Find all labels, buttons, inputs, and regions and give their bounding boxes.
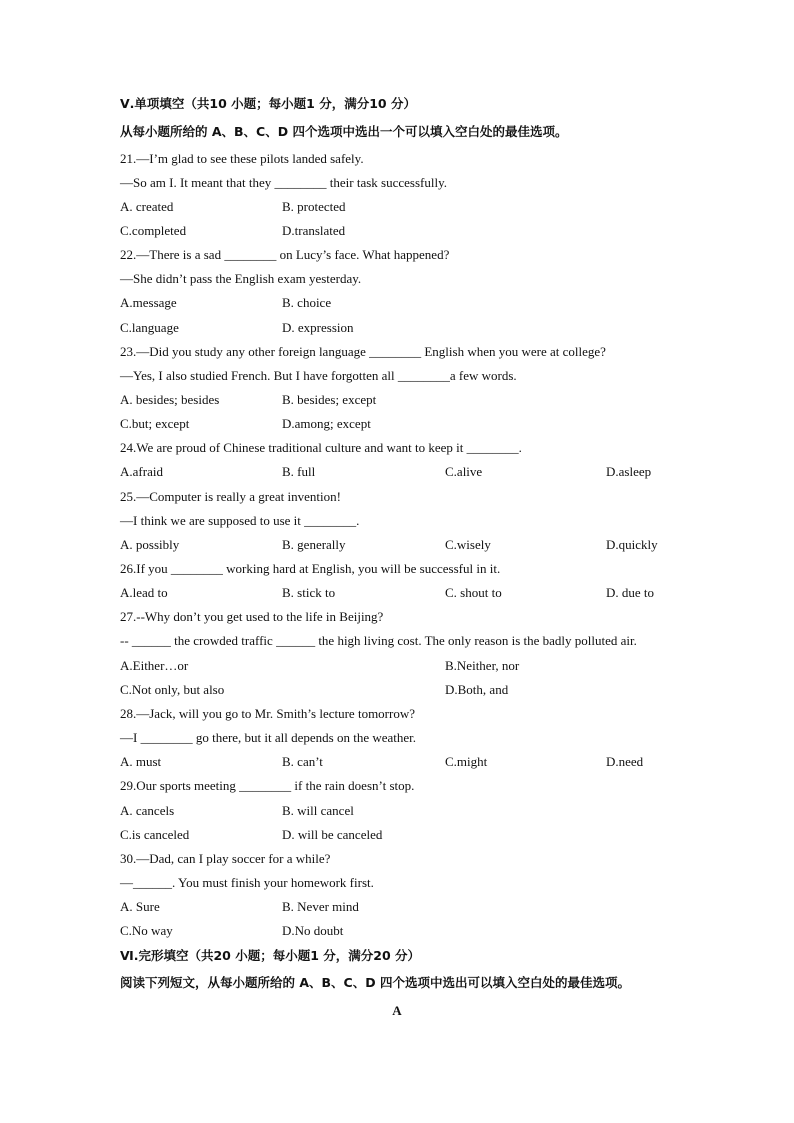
q30-line2: —______. You must finish your homework first. (120, 875, 374, 890)
q24-option-b: B. full (282, 464, 316, 479)
section-5-instruction: 从每小题所给的 A、B、C、D 四个选项中选出一个可以填入空白处的最佳选项。 (120, 124, 568, 139)
q27-option-c: C.Not only, but also (120, 682, 225, 697)
q27-option-b: B.Neither, nor (445, 658, 520, 673)
q23-line2: —Yes, I also studied French. But I have forgotten all ________a few words. (120, 368, 517, 383)
q26-option-d: D. due to (606, 585, 655, 600)
q29-line1: 29.Our sports meeting ________ if the rain doesn’t stop. (120, 778, 415, 793)
q24-option-c: C.alive (445, 464, 483, 479)
q22-line1: 22.—There is a sad ________ on Lucy’s face. What happened? (120, 247, 450, 262)
q30-option-c: C.No way (120, 923, 173, 938)
q28-line1: 28.—Jack, will you go to Mr. Smith’s lecture tomorrow? (120, 706, 415, 721)
q23-option-b: B. besides; except (282, 392, 377, 407)
q25-line2: —I think we are supposed to use it ________. (120, 513, 360, 528)
q26-line1: 26.If you ________ working hard at English, you will be successful in it. (120, 561, 501, 576)
q27-option-a: A.Either…or (120, 658, 189, 673)
q22-option-c: C.language (120, 320, 179, 335)
section-5-title: Ⅴ.单项填空（共10 小题；每小题1 分，满分10 分） (120, 96, 416, 111)
q22-option-a: A.message (120, 295, 177, 310)
q25-option-d: D.quickly (606, 537, 658, 552)
q24-line1: 24.We are proud of Chinese traditional culture and want to keep it ________. (120, 440, 522, 455)
q21-line2: —So am I. It meant that they ________ their task successfully. (120, 175, 447, 190)
q28-option-a: A. must (120, 754, 162, 769)
q21-option-d: D.translated (282, 223, 346, 238)
q22-option-d: D. expression (282, 320, 354, 335)
passage-label: A (392, 1003, 402, 1018)
q30-option-b: B. Never mind (282, 899, 359, 914)
section-6-title: Ⅵ.完形填空（共20 小题；每小题1 分，满分20 分） (120, 948, 421, 963)
q27-line2: -- ______ the crowded traffic ______ the high living cost. The only reason is the badly polluted air. (120, 633, 637, 648)
q21-option-b: B. protected (282, 199, 346, 214)
q25-option-a: A. possibly (120, 537, 180, 552)
q27-line1: 27.--Why don’t you get used to the life in Beijing? (120, 609, 384, 624)
q29-option-d: D. will be canceled (282, 827, 383, 842)
q28-line2: —I ________ go there, but it all depends on the weather. (120, 730, 417, 745)
q28-option-b: B. can’t (282, 754, 323, 769)
q24-option-a: A.afraid (120, 464, 163, 479)
q30-line1: 30.—Dad, can I play soccer for a while? (120, 851, 331, 866)
q24-option-d: D.asleep (606, 464, 652, 479)
q27-option-d: D.Both, and (445, 682, 509, 697)
section-6-instruction: 阅读下列短文，从每小题所给的 A、B、C、D 四个选项中选出可以填入空白处的最佳选项。 (120, 975, 630, 990)
q29-option-c: C.is canceled (120, 827, 190, 842)
q25-option-c: C.wisely (445, 537, 491, 552)
q26-option-c: C. shout to (445, 585, 502, 600)
q21-line1: 21.—I’m glad to see these pilots landed safely. (120, 151, 364, 166)
q22-line2: —She didn’t pass the English exam yesterday. (120, 271, 362, 286)
q28-option-c: C.might (445, 754, 488, 769)
q29-option-a: A. cancels (120, 803, 175, 818)
q23-line1: 23.—Did you study any other foreign language ________ English when you were at college? (120, 344, 606, 359)
q21-option-a: A. created (120, 199, 174, 214)
q29-option-b: B. will cancel (282, 803, 354, 818)
q26-option-b: B. stick to (282, 585, 336, 600)
q23-option-d: D.among; except (282, 416, 371, 431)
q22-option-b: B. choice (282, 295, 332, 310)
q26-option-a: A.lead to (120, 585, 168, 600)
q25-line1: 25.—Computer is really a great invention! (120, 489, 341, 504)
q21-option-c: C.completed (120, 223, 187, 238)
q30-option-d: D.No doubt (282, 923, 344, 938)
q25-option-b: B. generally (282, 537, 346, 552)
q28-option-d: D.need (606, 754, 644, 769)
q30-option-a: A. Sure (120, 899, 160, 914)
q23-option-c: C.but; except (120, 416, 190, 431)
q23-option-a: A. besides; besides (120, 392, 220, 407)
